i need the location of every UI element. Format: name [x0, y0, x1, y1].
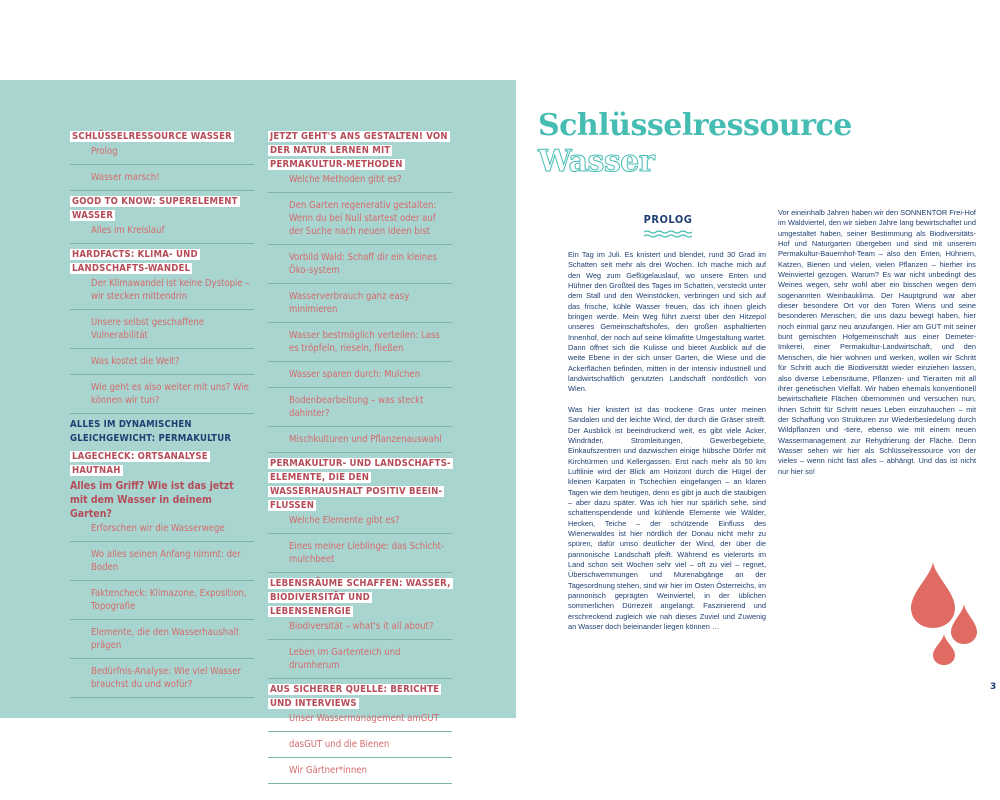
chapter-title-line-1: Schlüsselressource: [538, 108, 852, 143]
toc-section-heading: [268, 457, 452, 513]
toc-section-heading-text: JETZT GEHT'S ANS GESTALTEN! VON DER NATUR LERNEN MIT PERMAKULTUR-METHODEN: [270, 131, 448, 170]
toc-entry: Was kostet die Welt?: [70, 351, 254, 375]
toc-section-heading: [70, 130, 254, 144]
toc-section-subheading: Alles im Griff? Wie ist das jetzt mit dem Wasser in deinem Garten?: [70, 480, 234, 520]
toc-section-heading: [70, 248, 254, 276]
toc-entry: Faktencheck: Klimazone, Exposition, Topografie: [70, 583, 254, 620]
toc-entry: Unser Wassermanagement amGUT: [268, 711, 452, 732]
toc-section-heading-text: ALLES IM DYNAMISCHEN GLEICHGEWICHT: PERMAKULTUR: [70, 419, 232, 444]
toc-entry: Wie geht es also weiter mit uns? Wie können wir tun?: [70, 377, 254, 414]
toc-entry: Wo alles seinen Anfang nimmt: der Boden: [70, 544, 254, 581]
toc-section-heading-text: SCHLÜSSELRESSOURCE WASSER: [72, 131, 232, 142]
toc-column-1: [70, 126, 254, 700]
body-paragraph: Ein Tag im Juli. Es knistert und blendet, rund 30 Grad im Schatten seit mehr als drei Wochen. Ich mache mich auf den Weg zum Geflügelauslauf, wo unsere Enten und Hühner den Großteil des Tages im Schatten, versteckt unter dem Stall und den Weinstöcken, verbringen und sich auf das frische, kühle Wasser freuen, das ich ihnen gleich bringen werde. Mein Weg führt zuerst über den Hitzepol unseres Gemeinschaftshofes, den großen asphaltierten Innenhof, der noch auf seine klimafitte Umgestaltung wartet. Dann öffnet sich die Kulisse und bietet Ausblick auf die weite Ebene in der sich unser Garten, die Wiese und die Ackerflächen befinden, mitten in der intensiv industriell und landwirtschaftlich genutzten Landschaft nordöstlich von Wien.: [568, 250, 766, 394]
toc-section-heading: [70, 450, 254, 478]
water-drop-small: [933, 634, 955, 665]
body-text-column-2: [778, 208, 976, 487]
toc-section-heading-text: LAGECHECK: ORTSANALYSE HAUTNAH: [72, 451, 208, 476]
toc-entry: Prolog: [70, 144, 254, 165]
toc-entry: Wasserverbrauch ganz easy minimieren: [268, 286, 452, 323]
toc-entry: Wasser sparen durch: Mulchen: [268, 364, 452, 388]
body-text-column-1: [568, 250, 766, 642]
toc-entry: Bedürfnis-Analyse: Wie viel Wasser brauchst du und wofür?: [70, 661, 254, 698]
toc-entry: dasGUT und die Bienen: [268, 734, 452, 758]
prolog-heading: PROLOG: [643, 213, 693, 226]
water-drop-large: [911, 562, 955, 628]
toc-entry: Mischkulturen und Pflanzenauswahl: [268, 429, 452, 453]
body-paragraph: Vor eineinhalb Jahren haben wir den SONNENTOR Frei-Hof im Waldviertel, den wir sieben Jahre lang bewirtschaftet und umgestaltet haben, seiner Bestimmung als Biodiversitäts-Hof und Naturgarten übergeben und sind mit unserem Permakultur-Bauernhof-Team – also den Enten, Hühnern, Katzen, Bienen und vielen, vielen Pflanzen – hierher ins Weinviertel gezogen. Warum? Es war nicht unbedingt des Weines wegen, sehr wohl aber ein bisschen wegen dem sogenannten Weinbauklima. Der Hauptgrund war aber dieser besondere Ort vor den Toren Wiens und seine besonderen Menschen, die uns dazu bewegt haben, hier noch einmal ganz neu anzufangen. Hier am GUT mit seiner bunt gemischten Hofgemeinschaft aus einer Demeter-Imkerei, einer Permakultur-Landwirtschaft, und den Menschen, die hier wohnen und werken, wollen wir Schritt für Schritt auch die Biodiversität wieder einziehen lassen, also diverse Lebensräume, Pflanzen- und Tierarten mit all ihrer genetischen Vielfalt. Wir haben ehemals konventionell bewirtschaftete Flächen übernommen und versuchen nun, ihnen Schritt für Schritt neues Leben einzuhauchen – mit der Schaffung von Strukturen zur Wiederbesiedelung durch Wildpflanzen und -tiere, ebenso wie mit einem neuen Wassermanagement zur Rehydrierung der Fläche. Denn Wasser sehen wir hier als Schlüsselressource von der vieles – wenn nicht fast alles – abhängt. Und das ist nicht nur hier so!: [778, 208, 976, 476]
toc-entry: Den Garten regenerativ gestalten: Wenn du bei Null startest oder auf der Suche nach neuen Ideen bist: [268, 195, 452, 245]
toc-entry: Welche Methoden gibt es?: [268, 172, 452, 193]
toc-section-heading: [268, 577, 452, 619]
page-number: 3: [990, 682, 997, 692]
toc-entry: Vorbild Wald: Schaff dir ein kleines Öko-system: [268, 247, 452, 284]
toc-section-heading: [268, 130, 452, 172]
toc-entry: Erforschen wir die Wasserwege: [70, 521, 254, 542]
toc-entry: Wir Gärtner*innen: [268, 760, 452, 784]
toc-page: [0, 80, 516, 776]
toc-entry: Unsere selbst geschaffene Vulnerabilität: [70, 312, 254, 349]
toc-section-heading-text: PERMAKULTUR- UND LANDSCHAFTS-ELEMENTE, DIE DEN WASSERHAUSHALT POSITIV BEEIN-FLUSSEN: [270, 458, 451, 511]
toc-entry: Biodiversität – what's it all about?: [268, 619, 452, 640]
toc-section-heading: [70, 195, 254, 223]
toc-section-heading: [70, 418, 254, 446]
toc-section-heading-text: LEBENSRÄUME SCHAFFEN: WASSER, BIODIVERSITÄT UND LEBENSENERGIE: [270, 578, 451, 617]
toc-section-heading-text: GOOD TO KNOW: SUPERELEMENT WASSER: [72, 196, 238, 221]
wave-icon: [644, 230, 692, 238]
toc-entry: Bodenbearbeitung – was steckt dahinter?: [268, 390, 452, 427]
toc-column-2: [268, 126, 452, 786]
chapter-page: [516, 80, 1000, 718]
toc-section-heading-text: AUS SICHERER QUELLE: BERICHTE UND INTERVIEWS: [270, 684, 440, 709]
toc-section-heading: [268, 683, 452, 711]
toc-entry: Welche Elemente gibt es?: [268, 513, 452, 534]
toc-entry: Wasser bestmöglich verteilen: Lass es tröpfeln, rieseln, fließen: [268, 325, 452, 362]
toc-entry: Leben im Gartenteich und drumherum: [268, 642, 452, 679]
toc-entry: Wasser marsch!: [70, 167, 254, 191]
chapter-title-line-2: Wasser: [538, 144, 655, 179]
toc-entry: Eines meiner Lieblinge: das Schicht-mulchbeet: [268, 536, 452, 573]
body-paragraph: Was hier knistert ist das trockene Gras unter meinen Sandalen und der leichte Wind, der durch die Gräser streift. Der Ausblick ist beeindruckend weit, es gibt viele Äcker, Windräder, Stromleitungen, Gewerbegebiete, Einkaufszentren und dazwischen einige hübsche Dörfer mit Kirchtürmen und Kellergassen. Erst nach mehr als 50 km Luftlinie wird der Blick am Horizont durch die Hügel der kleinen Karpaten in Tschechien eingefangen – an klaren Tagen wie dem heutigen, denn es gibt ja auch die staubigen – aber dazu später. Was ich hier nur spärlich sehe, sind schattenspendende und kühlende Elemente wie Wälder, Hecken, Teiche – der schützende Einfluss des Wienerwaldes ist hier nördlich der Donau nicht mehr zu spüren, dafür umso deutlicher der Wind, der über die pannonische Landschaft pfeift. Während es vielerorts im Land schon seit Wochen sehr viel – oft zu viel – regnet, Überschwemmungen und Murenabgänge an der Tagesordnung stehen, sind wir hier im Osten Österreichs, im pannonisch geprägten Weinviertel, in der üblichen sommerlichen Dürrezeit angelangt. Faszinierend und erschreckend zugleich wie nah dieses Zuviel und Zuwenig an Wasser doch beieinander liegen können …: [568, 404, 766, 632]
water-drop-icon: [911, 562, 983, 672]
toc-section-heading-text: HARDFACTS: KLIMA- UND LANDSCHAFTS-WANDEL: [72, 249, 198, 274]
toc-entry: Alles im Kreislauf: [70, 223, 254, 244]
toc-entry: Der Klimawandel ist keine Dystopie – wir stecken mittendrin: [70, 276, 254, 310]
toc-entry: Elemente, die den Wasserhaushalt prägen: [70, 622, 254, 659]
